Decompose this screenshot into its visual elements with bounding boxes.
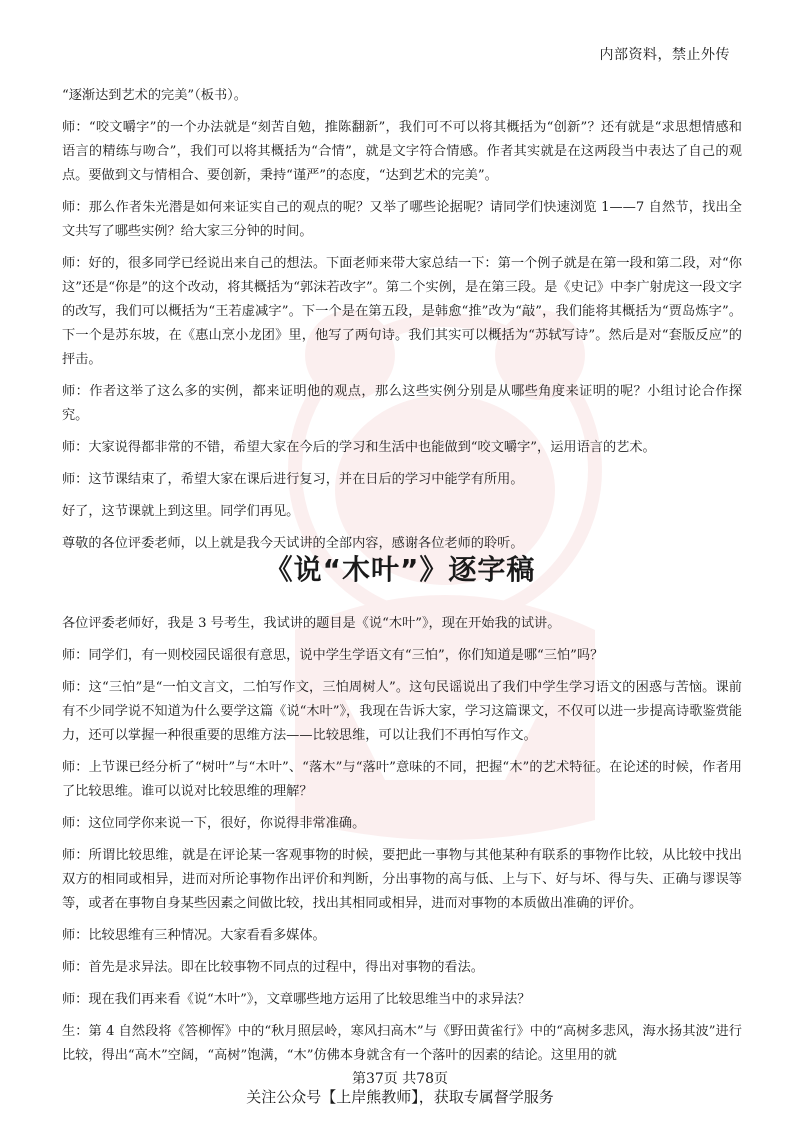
paragraph: 师：现在我们再来看《说“木叶”》，文章哪些地方运用了比较思维当中的求异法？ bbox=[62, 992, 531, 1007]
paragraph: 师：这节课结束了，希望大家在课后进行复习，并在日后的学习中能学有所用。 bbox=[62, 472, 524, 487]
page-number: 第37页 共78页 bbox=[351, 1071, 449, 1087]
paragraph: 师：这“三怕”是“一怕文言文，二怕写作文，三怕周树人”。这句民谣说出了我们中学生学习语文的困惑与苦恼。课前有不少同学说不知道为什么要学这篇《说“木叶”》，我现在告诉大家，学习这篇课文，不仅可以进一步提高诗歌鉴赏能力，还可以掌握一种很重要的思维方法——比较思维，可以让我们不再怕写作文。 bbox=[62, 680, 742, 743]
paragraph: 尊敬的各位评委老师，以上就是我今天试讲的全部内容，感谢各位老师的聆听。 bbox=[62, 536, 524, 551]
paragraph: 师：好的，很多同学已经说出来自己的想法。下面老师来带大家总结一下：第一个例子就是在第一段和第二段，对“你这”还是“你是”的这个改动，将其概括为“郭沫若改字”。第二个实例，是在第三段。是《史记》中李广射虎这一段文字的改写，我们可以概括为“王若虚减字”。下一个是在第五段，是韩愈“推”改为“敲”，我们能将其概括为“贾岛炼字”。下一个是苏东坡，在《惠山烹小龙团》里，他写了两句诗。我们其实可以概括为“苏轼写诗”。然后是对“套版反应”的抨击。 bbox=[62, 256, 742, 367]
section-title: 《说“木叶”》逐字稿 bbox=[264, 553, 536, 586]
paragraph: 师：那么作者朱光潜是如何来证实自己的观点的呢？又举了哪些论据呢？请同学们快速浏览 1——7 自然节，找出全文共写了哪些实例？给大家三分钟的时间。 bbox=[62, 200, 742, 239]
paragraph: “逐渐达到艺术的完美”（板书）。 bbox=[62, 88, 247, 103]
paragraph: 师：大家说得都非常的不错，希望大家在今后的学习和生活中也能做到“咬文嚼字”，运用语言的艺术。 bbox=[62, 440, 656, 455]
lecture-transcript-part2 bbox=[62, 612, 742, 1076]
paragraph: 各位评委老师好，我是 3 号考生，我试讲的题目是《说“木叶”》，现在开始我的试讲。 bbox=[62, 616, 561, 631]
paragraph: 师：首先是求异法。即在比较事物不同点的过程中，得出对事物的看法。 bbox=[62, 960, 484, 975]
paragraph: 师：“咬文嚼字”的一个办法就是“刻苦自勉，推陈翻新”，我们可不可以将其概括为“创新”？还有就是“求思想情感和语言的精练与吻合”，我们可以将其概括为“合情”，就是文字符合情感。作者其实就是在这两段当中表达了自己的观点。要做到文与情相合、要创新，秉持“谨严”的态度，“达到艺术的完美”。 bbox=[62, 120, 742, 183]
confidential-notice: 内部资料，禁止外传 bbox=[599, 47, 730, 63]
paragraph: 好了，这节课就上到这里。同学们再见。 bbox=[62, 504, 300, 519]
footer-promo: 关注公众号【上岸熊教师】，获取专属督学服务 bbox=[246, 1088, 554, 1106]
paragraph: 师：比较思维有三种情况。大家看看多媒体。 bbox=[62, 928, 326, 943]
paragraph: 生：第 4 自然段将《答柳恽》中的“秋月照层岭，寒风扫高木”与《野田黄雀行》中的“高树多悲风，海水扬其波”进行比较，得出“高木”空阔，“高树”饱满，“木”仿佛本身就含有一个落叶的因素的结论。这里用的就 bbox=[62, 1024, 742, 1063]
paragraph: 师：上节课已经分析了“树叶”与“木叶”、“落木”与“落叶”意味的不同，把握“木”的艺术特征。在论述的时候，作者用了比较思维。谁可以说对比较思维的理解？ bbox=[62, 760, 742, 799]
paragraph: 师：所谓比较思维，就是在评论某一客观事物的时候，要把此一事物与其他某种有联系的事物作比较，从比较中找出双方的相同或相异，进而对所论事物作出评价和判断，分出事物的高与低、上与下、好与坏、得与失、正确与谬误等等，或者在事物自身某些因素之间做比较，找出其相同或相异，进而对事物的本质做出准确的评价。 bbox=[62, 848, 742, 911]
lecture-transcript-part1 bbox=[62, 84, 742, 564]
paragraph: 师：同学们，有一则校园民谣很有意思，说中学生学语文有“三怕”，你们知道是哪“三怕”吗？ bbox=[62, 648, 604, 663]
paragraph: 师：作者这举了这么多的实例，都来证明他的观点，那么这些实例分别是从哪些角度来证明的呢？小组讨论合作探究。 bbox=[62, 384, 742, 423]
paragraph: 师：这位同学你来说一下，很好，你说得非常准确。 bbox=[62, 816, 366, 831]
